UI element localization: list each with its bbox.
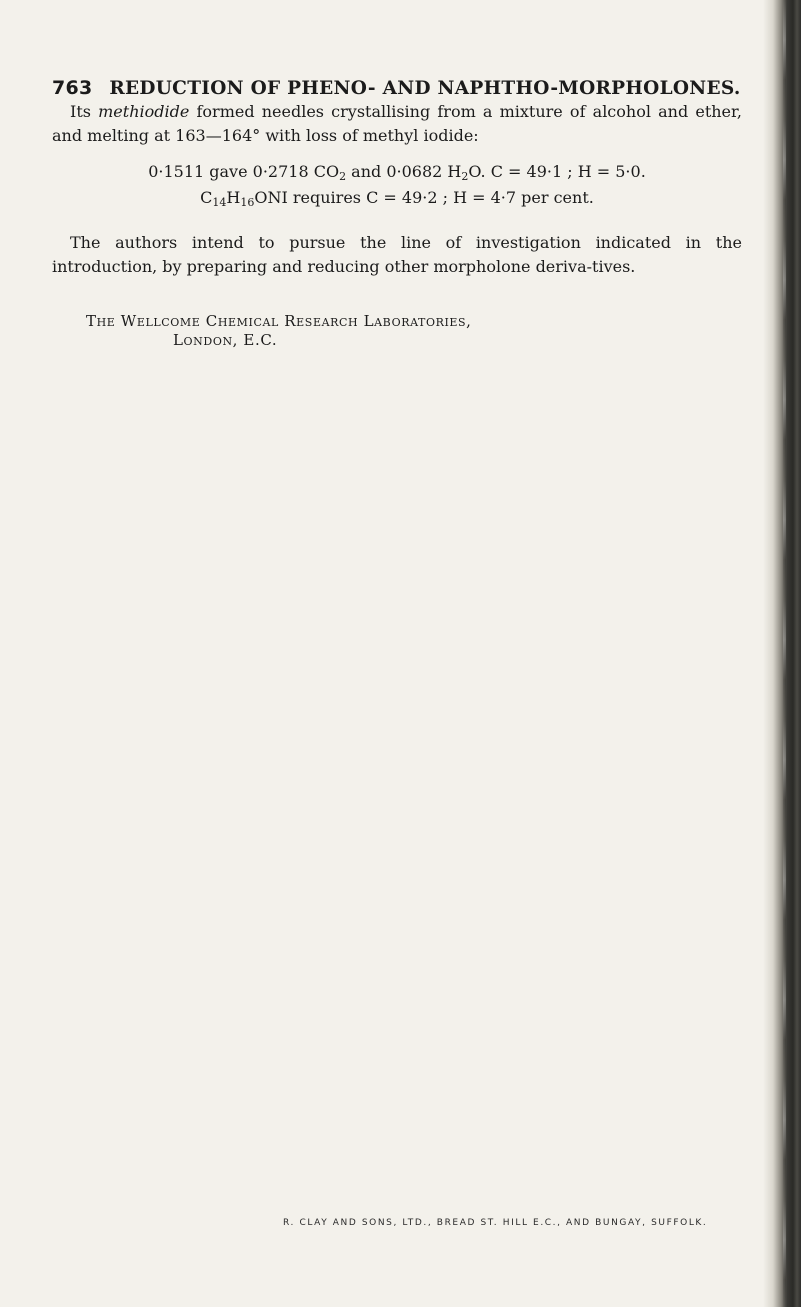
analysis1-sub1: 2 xyxy=(339,170,347,183)
analysis1-part-c: O. C = 49·1 ; H = 5·0. xyxy=(468,162,646,181)
page-number: 763 xyxy=(52,77,93,99)
affiliation-line-1: The Wellcome Chemical Research Laboratories, xyxy=(86,312,472,330)
running-title: REDUCTION OF PHENO- AND NAPHTHO-MORPHOLONES. xyxy=(109,78,741,99)
analysis-requires-line xyxy=(52,186,742,210)
analysis2-sub1: 14 xyxy=(212,196,227,209)
para1-lead: Its xyxy=(70,102,99,121)
analysis-result-line xyxy=(52,160,742,184)
printer-imprint: R. CLAY AND SONS, LTD., BREAD ST. HILL E.C., AND BUNGAY, SUFFOLK. xyxy=(283,1218,708,1228)
analysis1-sub2: 2 xyxy=(461,170,469,183)
binding-edge xyxy=(763,0,801,1307)
closing-paragraph: The authors intend to pursue the line of investigation indicated in the introduction, by preparing and reducing other morpholone deriva-tives. xyxy=(52,233,742,276)
analysis2-sub2: 16 xyxy=(240,196,255,209)
analysis2-part-b: H xyxy=(226,188,241,207)
running-header xyxy=(52,77,752,99)
para1-italic-term: methiodide xyxy=(98,102,190,121)
analysis1-part-b: and 0·0682 H xyxy=(346,162,462,181)
analysis2-part-a: C xyxy=(200,188,213,207)
methiodide-paragraph xyxy=(52,100,742,148)
para1-rest: formed needles crystallising from a mixture of alcohol and ether, and melting at 163—164° with loss of methyl iodide: xyxy=(52,102,743,145)
analysis2-part-c: ONI requires C = 49·2 ; H = 4·7 per cent. xyxy=(254,188,594,207)
affiliation-line-2: London, E.C. xyxy=(173,331,278,349)
analysis1-part-a: 0·1511 gave 0·2718 CO xyxy=(148,162,340,181)
